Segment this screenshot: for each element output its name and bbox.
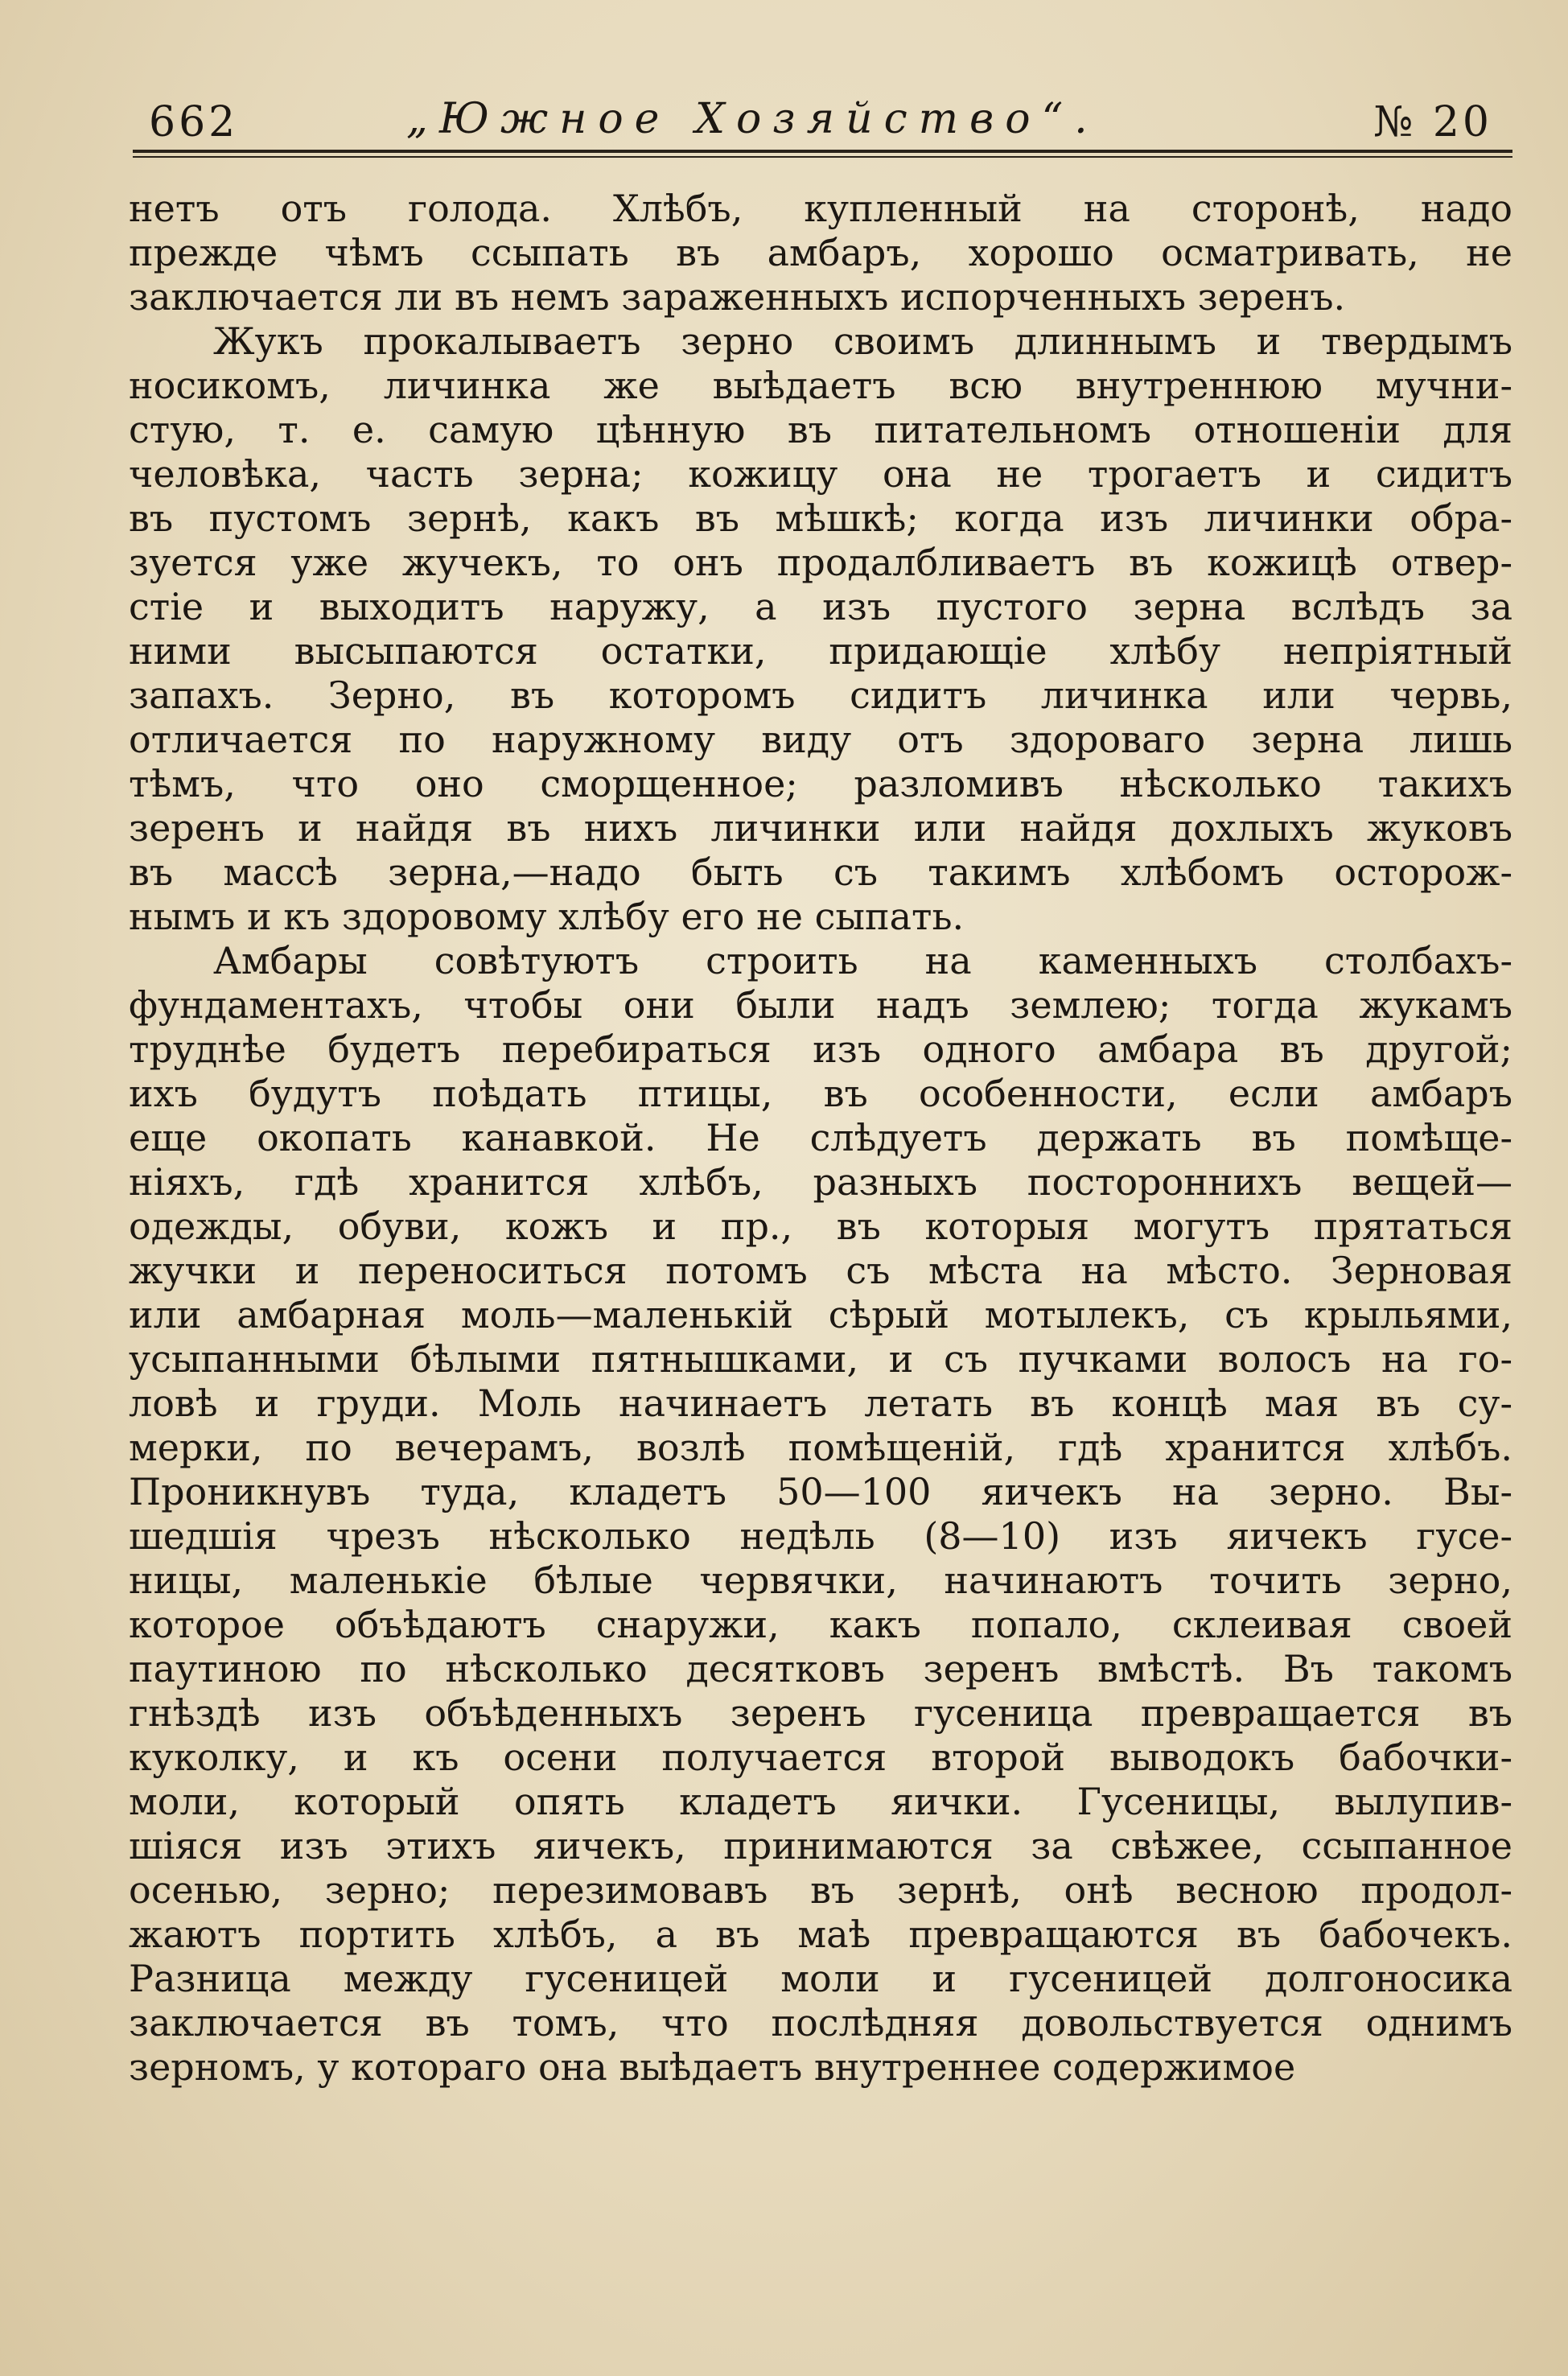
text-line: гнѣздѣ изъ объѣденныхъ зеренъ гусеница превращается въ [129,1691,1512,1735]
text-line: жучки и переноситься потомъ съ мѣста на мѣсто. Зерновая [129,1249,1512,1292]
text-line: Разница между гусеницей моли и гусеницей долгоносика [129,1957,1512,2000]
text-line: стіе и выходитъ наружу, а изъ пустого зерна вслѣдъ за [129,585,1512,628]
text-line: тѣмъ, что оно сморщенное; разломивъ нѣсколько такихъ [129,762,1512,805]
text-line: одежды, обуви, кожъ и пр., въ которыя могутъ прятаться [129,1204,1512,1248]
issue-number: № 20 [1373,98,1492,146]
text-line: въ массѣ зерна,—надо быть съ такимъ хлѣбомъ осторож- [129,850,1512,894]
header-rule-thick [133,150,1512,153]
text-line: отличается по наружному виду отъ здороваго зерна лишь [129,718,1512,761]
text-line: Жукъ прокалываетъ зерно своимъ длиннымъ и твердымъ [213,319,1512,363]
text-line: осенью, зерно; перезимовавъ въ зернѣ, онѣ весною продол- [129,1868,1512,1912]
text-line: заключается въ томъ, что послѣдняя довольствуется однимъ [129,2001,1512,2045]
text-line: въ пустомъ зернѣ, какъ въ мѣшкѣ; когда изъ личинки обра- [129,496,1512,540]
text-line: заключается ли въ немъ зараженныхъ испорченныхъ зеренъ. [129,275,1346,319]
text-line: жаютъ портить хлѣбъ, а въ маѣ превращаются въ бабочекъ. [129,1913,1512,1956]
text-line: шедшія чрезъ нѣсколько недѣль (8—10) изъ яичекъ гусе- [129,1514,1512,1558]
text-line: нымъ и къ здоровому хлѣбу его не сыпать. [129,895,965,938]
text-line: ними высыпаются остатки, придающіе хлѣбу непріятный [129,629,1512,673]
text-line: шіяся изъ этихъ яичекъ, принимаются за свѣжее, ссыпанное [129,1824,1512,1867]
text-line: еще окопать канавкой. Не слѣдуетъ держать въ помѣще- [129,1116,1512,1159]
text-line: зуется уже жучекъ, то онъ продалбливаетъ въ кожицѣ отвер- [129,541,1512,584]
text-line: фундаментахъ, чтобы они были надъ землею; тогда жукамъ [129,983,1512,1027]
text-line: запахъ. Зерно, въ которомъ сидитъ личинка или червь, [129,673,1512,717]
text-line: нетъ отъ голода. Хлѣбъ, купленный на сторонѣ, надо [129,187,1512,230]
journal-title: „Южное Хозяйство“. [406,95,1099,143]
text-line: моли, который опять кладетъ яички. Гусеницы, вылупив- [129,1780,1512,1823]
text-line: ихъ будутъ поѣдать птицы, въ особенности, если амбаръ [129,1072,1512,1115]
text-line: куколку, и къ осени получается второй выводокъ бабочки- [129,1736,1512,1779]
page-number: 662 [149,98,239,146]
text-line: зеренъ и найдя въ нихъ личинки или найдя дохлыхъ жуковъ [129,806,1512,850]
text-line: носикомъ, личинка же выѣдаетъ всю внутреннюю мучни- [129,364,1512,407]
text-line: стую, т. е. самую цѣнную въ питательномъ отношеніи для [129,408,1512,451]
paragraph [129,939,1512,2090]
text-line: ницы, маленькіе бѣлые червячки, начинаютъ точить зерно, [129,1559,1512,1602]
header-rule-thin [133,156,1512,158]
text-line: человѣка, часть зерна; кожицу она не трогаетъ и сидитъ [129,452,1512,496]
text-line: ловѣ и груди. Моль начинаетъ летать въ концѣ мая въ су- [129,1382,1512,1425]
text-line: прежде чѣмъ ссыпать въ амбаръ, хорошо осматривать, не [129,231,1512,274]
text-line: зерномъ, у котораго она выѣдаетъ внутреннее содержимое [129,2045,1296,2089]
running-header [133,95,1508,151]
text-line: Амбары совѣтуютъ строить на каменныхъ столбахъ- [213,939,1512,982]
text-line: усыпанными бѣлыми пятнышками, и съ пучками волосъ на го- [129,1337,1512,1381]
text-line: паутиною по нѣсколько десятковъ зеренъ вмѣстѣ. Въ такомъ [129,1647,1512,1690]
text-line: труднѣе будетъ перебираться изъ одного амбара въ другой; [129,1027,1512,1071]
article-body [129,187,1512,2090]
text-line: которое объѣдаютъ снаружи, какъ попало, склеивая своей [129,1603,1512,1646]
text-line: ніяхъ, гдѣ хранится хлѣбъ, разныхъ постороннихъ вещей— [129,1160,1512,1204]
text-line: мерки, по вечерамъ, возлѣ помѣщеній, гдѣ хранится хлѣбъ. [129,1426,1512,1469]
text-line: или амбарная моль—маленькій сѣрый мотылекъ, съ крыльями, [129,1293,1512,1336]
paragraph [129,319,1512,939]
paragraph [129,187,1512,319]
text-line: Проникнувъ туда, кладетъ 50—100 яичекъ на зерно. Вы- [129,1470,1512,1513]
